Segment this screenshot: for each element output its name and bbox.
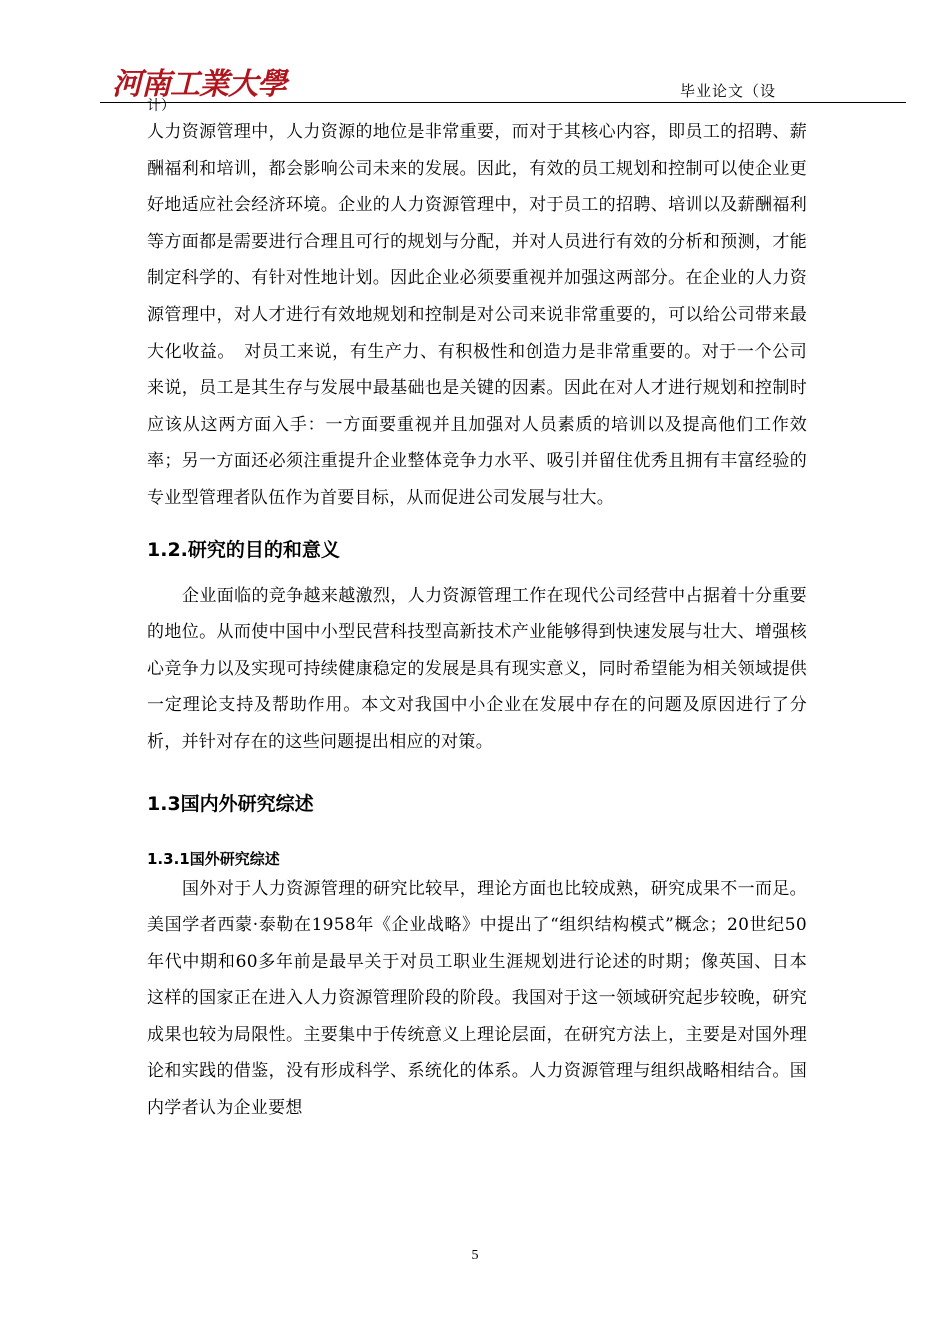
page-body (147, 114, 807, 1127)
paragraph-intro-continued: 人力资源管理中，人力资源的地位是非常重要，而对于其核心内容，即员工的招聘、薪酬福利和培训，都会影响公司未来的发展。因此，有效的员工规划和控制可以使企业更好地适应社会经济环境。企业的人力资源管理中，对于员工的招聘、培训以及薪酬福利等方面都是需要进行合理且可行的规划与分配，并对人员进行有效的分析和预测，才能制定科学的、有针对性地计划。因此企业必须要重视并加强这两部分。在企业的人力资源管理中，对人才进行有效地规划和控制是对公司来说非常重要的，可以给公司带来最大化收益。 对员工来说，有生产力、有积极性和创造力是非常重要的。对于一个公司来说，员工是其生存与发展中最基础也是关键的因素。因此在对人才进行规划和控制时应该从这两方面入手：一方面要重视并且加强对人员素质的培训以及提高他们工作效率；另一方面还必须注重提升企业整体竞争力水平、吸引并留住优秀且拥有丰富经验的专业型管理者队伍作为首要目标，从而促进公司发展与壮大。 (147, 122, 807, 508)
university-logo (112, 66, 302, 106)
header-title: 毕业论文（设 (680, 82, 777, 100)
page-number: 5 (471, 1248, 479, 1263)
header-title-wrap: 计） (147, 98, 175, 114)
header-divider (100, 102, 906, 103)
university-logo-wordmark (112, 66, 302, 106)
subsection-heading-1-3-1: 1.3.1国外研究综述 (147, 849, 280, 868)
paragraph-foreign-review: 国外对于人力资源管理的研究比较早，理论方面也比较成熟，研究成果不一而足。美国学者西蒙·泰勒在1958年《企业战略》中提出了“组织结构模式”概念；20世纪50年代中期和60多年前是最早关于对员工职业生涯规划进行论述的时期；像英国、日本这样的国家正在进入人力资源管理阶段的阶段。我国对于这一领域研究起步较晚，研究成果也较为局限性。主要集中于传统意义上理论层面，在研究方法上，主要是对国外理论和实践的借鉴，没有形成科学、系统化的体系。人力资源管理与组织战略相结合。国内学者认为企业要想 (147, 878, 807, 1119)
paragraph-purpose: 企业面临的竞争越来越激烈，人力资源管理工作在现代公司经营中占据着十分重要的地位。从而使中国中小型民营科技型高新技术产业能够得到快速发展与壮大、增强核心竞争力以及实现可持续健康稳定的发展是具有现实意义，同时希望能为相关领域提供一定理论支持及帮助作用。本文对我国中小企业在发展中存在的问题及原因进行了分析，并针对存在的这些问题提出相应的对策。 (147, 585, 807, 752)
section-heading-1-3: 1.3国内外研究综述 (147, 792, 314, 815)
section-heading-1-2: 1.2.研究的目的和意义 (147, 538, 340, 561)
svg-text:河南工業大學: 河南工業大學 (112, 67, 286, 102)
